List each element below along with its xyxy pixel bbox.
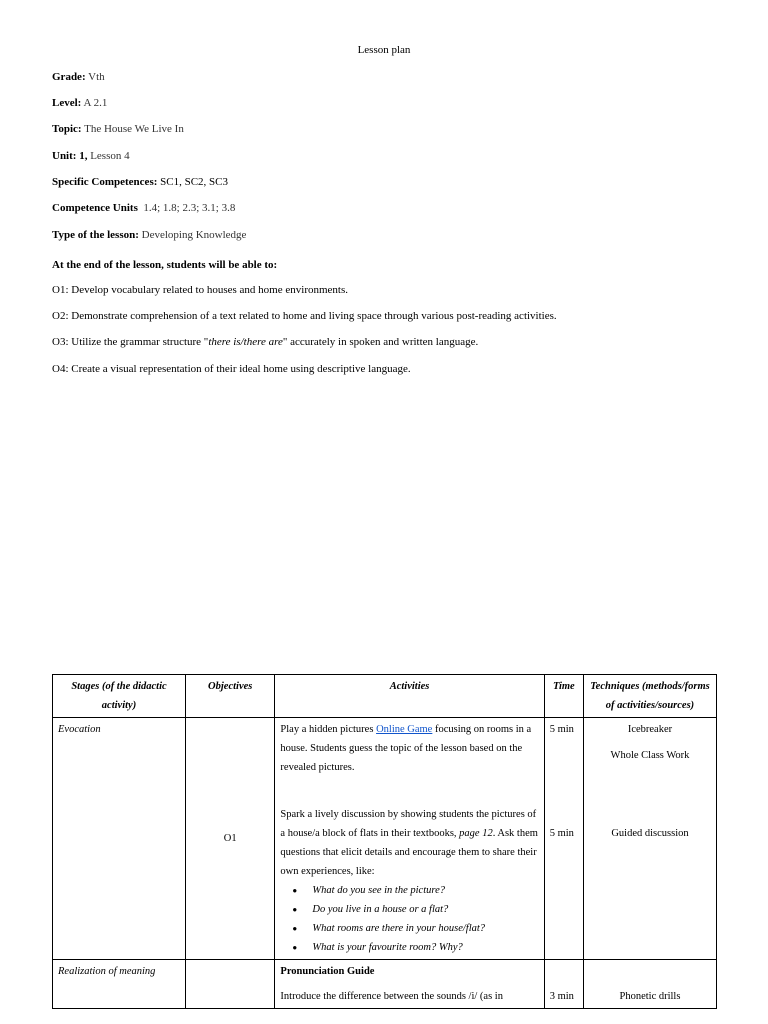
competence-units-value: 1.4; 1.8; 2.3; 3.1; 3.8 (143, 202, 236, 214)
activity-2-pre: Spark a lively discussion by showing students the pictures of a house/a block of flats in their textbooks, (280, 809, 537, 839)
specific-competences-line (52, 176, 228, 188)
header-activities: Activities (275, 675, 544, 718)
online-game-link[interactable]: Online Game (376, 724, 433, 735)
competence-units-line (52, 202, 235, 214)
list-item: ● What rooms are there in your house/flat? (306, 919, 538, 938)
level-label: Level: (52, 97, 82, 109)
lesson-type-value: Developing Knowledge (141, 229, 247, 241)
activity-1-pre: Play a hidden pictures (280, 724, 377, 735)
stage-realization: Realization of meaning (53, 960, 186, 1009)
outcomes-heading: At the end of the lesson, students will be able to: (52, 259, 278, 271)
unit-line (52, 150, 130, 162)
specific-competences-label: Specific Competences: (52, 176, 158, 188)
objective-o3-emphasis: there is/there are (208, 336, 283, 348)
lesson-type-line (52, 229, 246, 241)
pronunciation-text: Introduce the difference between the sounds /i/ (as in (280, 991, 503, 1002)
time-cell (544, 960, 583, 1009)
list-item: ● What do you see in the picture? (306, 881, 538, 900)
header-time: Time (544, 675, 583, 718)
techniques-cell (583, 718, 716, 960)
activity-2-post: . Ask them questions that elicit details and encourage them to share their own experiences, like: (280, 828, 538, 877)
objective-o3-pre: O3: Utilize the grammar structure " (52, 336, 209, 348)
objective-cell-empty (186, 960, 275, 1009)
grade-value: Vth (88, 71, 105, 83)
topic-label: Topic: (52, 123, 82, 135)
list-item: ● Do you live in a house or a flat? (306, 900, 538, 919)
lesson-plan-table (52, 674, 717, 1009)
header-stages: Stages (of the didactic activity) (53, 675, 186, 718)
time-2: 5 min (549, 828, 574, 839)
objective-o4: O4: Create a visual representation of their ideal home using descriptive language. (52, 363, 411, 375)
objective-o1: O1: Develop vocabulary related to houses and home environments. (52, 284, 349, 296)
stage-evocation: Evocation (53, 718, 186, 960)
objective-o2: O2: Demonstrate comprehension of a text related to home and living space through various post-reading activities. (52, 310, 557, 322)
grade-line (52, 71, 105, 83)
unit-label: Unit: 1, (52, 150, 88, 162)
grade-label: Grade: (52, 71, 86, 83)
header-techniques: Techniques (methods/forms of activities/sources) (583, 675, 716, 718)
competence-units-label: Competence Units (52, 202, 138, 214)
activity-2 (280, 805, 538, 881)
technique-phonetic-drills: Phonetic drills (619, 991, 681, 1002)
activities-cell (275, 960, 544, 1009)
technique-whole-class: Whole Class Work (610, 750, 690, 761)
activity-2-page: page 12 (459, 828, 493, 839)
specific-competences-value: SC1, SC2, SC3 (160, 176, 229, 188)
time-3: 3 min (549, 991, 574, 1002)
activity-1-post: focusing on rooms in a house. Students guess the topic of the lesson based on the revealed pictures. (280, 724, 532, 773)
techniques-cell (583, 960, 716, 1009)
objective-o3-post: " accurately in spoken and written language. (282, 336, 479, 348)
time-1: 5 min (549, 724, 574, 735)
activity-1 (280, 720, 538, 777)
table-header-row (53, 675, 717, 718)
lesson-type-label: Type of the lesson: (52, 229, 139, 241)
table-row (53, 960, 717, 1009)
topic-line (52, 123, 184, 135)
level-value: A 2.1 (83, 97, 108, 109)
unit-value: Lesson 4 (90, 150, 130, 162)
time-cell (544, 718, 583, 960)
header-objectives: Objectives (186, 675, 275, 718)
objective-cell: O1 (186, 718, 275, 960)
topic-value: The House We Live In (84, 123, 184, 135)
technique-guided-discussion: Guided discussion (611, 828, 689, 839)
document-title: Lesson plan (357, 44, 411, 56)
pronunciation-heading: Pronunciation Guide (280, 966, 375, 977)
list-item: ● What is your favourite room? Why? (306, 938, 538, 957)
objective-o3 (52, 336, 478, 348)
activities-cell (275, 718, 544, 960)
question-list (280, 881, 538, 957)
table-row (53, 718, 717, 960)
level-line (52, 97, 107, 109)
technique-icebreaker: Icebreaker (627, 724, 673, 735)
